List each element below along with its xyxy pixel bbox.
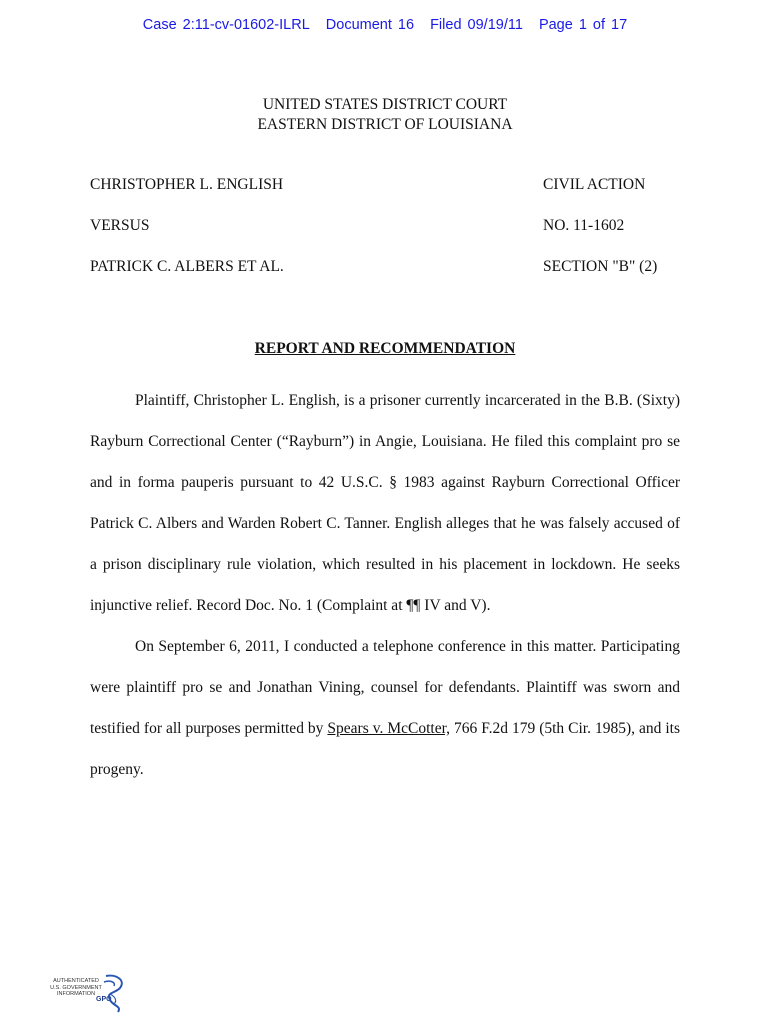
- plaintiff-name: CHRISTOPHER L. ENGLISH: [90, 176, 284, 193]
- paragraph-1: Plaintiff, Christopher L. English, is a prisoner currently incarcerated in the B.B. (Sixty) Rayburn Correctional Center (“Rayburn”) in Angie, Louisiana. He filed this complaint pro se and in forma pauperis pursuant to 42 U.S.C. § 1983 against Rayburn Correctional Officer Patrick C. Albers and Warden Robert C. Tanner. English alleges that he was falsely accused of a prison disciplinary rule violation, which resulted in his placement in lockdown. He seeks injunctive relief. Record Doc. No. 1 (Complaint at ¶¶ IV and V).: [90, 392, 680, 614]
- versus-label: VERSUS: [90, 217, 150, 234]
- gpo-authentication-seal: [40, 972, 130, 1018]
- court-district: EASTERN DISTRICT OF LOUISIANA: [257, 116, 513, 133]
- case-citation: Spears v. McCotter,: [327, 720, 450, 737]
- document-title: REPORT AND RECOMMENDATION: [254, 340, 516, 357]
- gpo-line-2: U.S. GOVERNMENT: [50, 984, 102, 991]
- paragraph-2-end: 766 F.2d 179 (5th Cir. 1985), and its progeny.: [90, 720, 680, 778]
- page-indicator: Page 1 of 17: [538, 17, 628, 33]
- filing-header: [0, 17, 770, 33]
- gpo-line-3: INFORMATION: [56, 991, 96, 997]
- gpo-seal-text: [46, 978, 106, 998]
- defendant-name: PATRICK C. ALBERS ET AL.: [90, 258, 284, 275]
- paragraph-2-text: On September 6, 2011, I conducted a telephone conference in this matter. Participating were plaintiff pro se and Jonathan Vining, counsel for defendants. Plaintiff was sworn and testified for all purposes permitted by: [90, 638, 680, 737]
- case-docket-number: NO. 11-1602: [543, 217, 625, 234]
- court-name: UNITED STATES DISTRICT COURT: [262, 96, 508, 113]
- court-heading: [0, 95, 770, 135]
- paragraph-2: [90, 626, 680, 790]
- filed-date: Filed 09/19/11: [430, 17, 523, 33]
- gpo-mark: GPO: [96, 996, 112, 1003]
- section-label: SECTION "B" (2): [543, 258, 658, 275]
- case-number: Case 2:11-cv-01602-ILRL: [142, 17, 310, 33]
- gpo-line-1: AUTHENTICATED: [53, 978, 99, 984]
- civil-action-label: CIVIL ACTION: [543, 176, 646, 193]
- document-number: Document 16: [325, 17, 415, 33]
- eagle-icon: [100, 972, 128, 1016]
- document-body: [90, 380, 680, 790]
